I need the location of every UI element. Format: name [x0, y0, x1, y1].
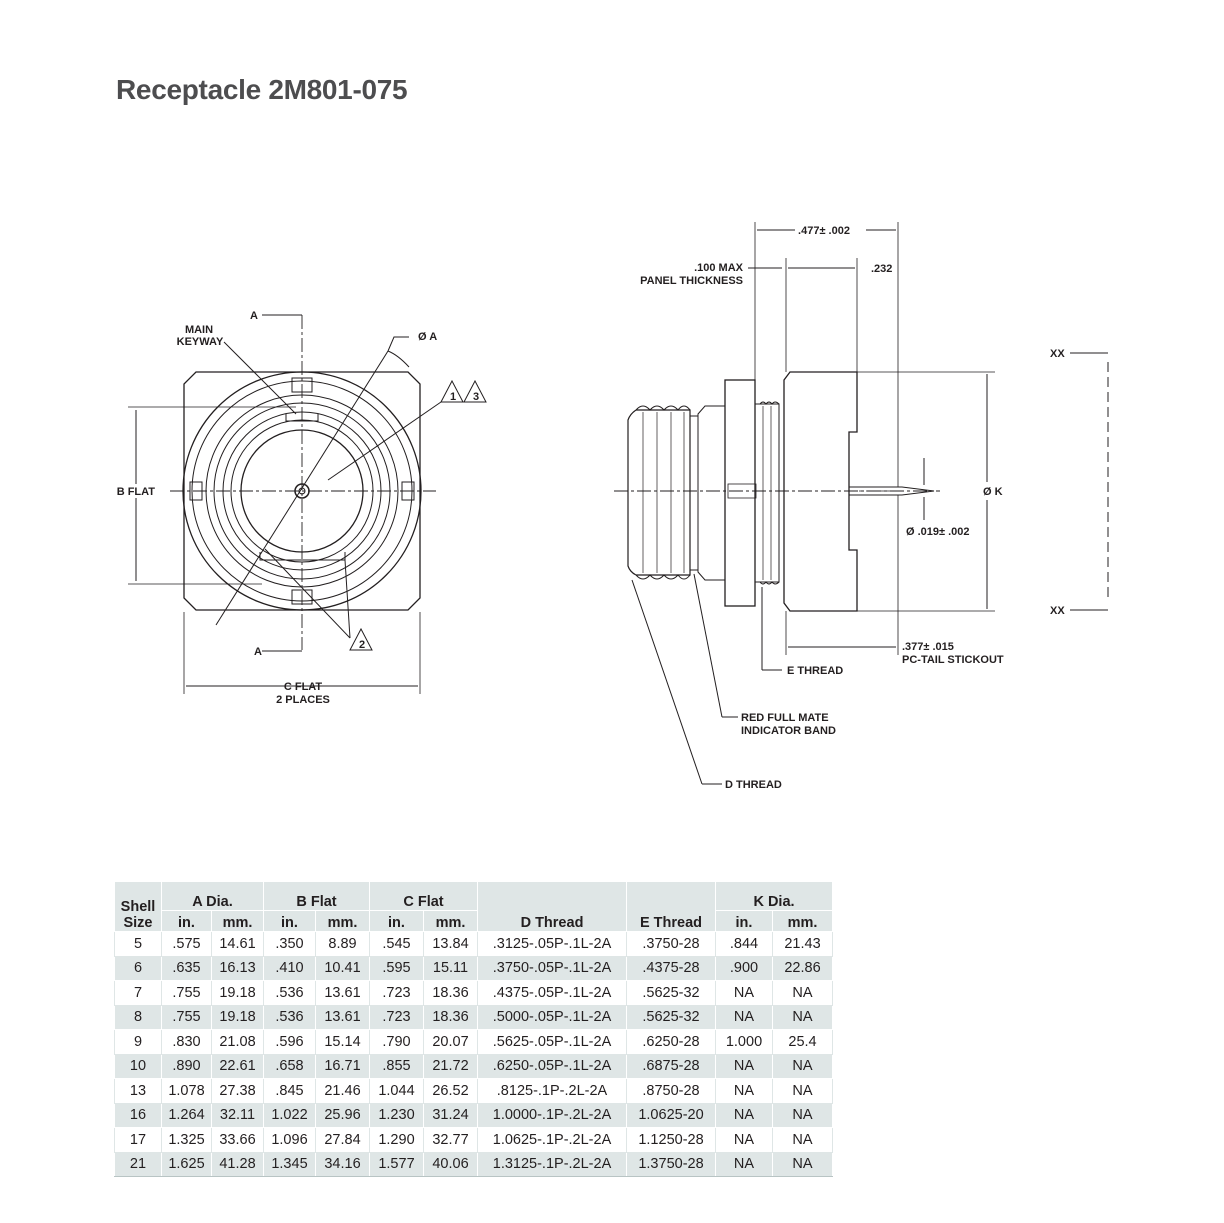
- table-row: [115, 1103, 833, 1128]
- header-unit-in: in.: [716, 911, 773, 932]
- table-cell: 1.230: [370, 1103, 424, 1128]
- table-cell: .755: [162, 1005, 212, 1030]
- table-cell: NA: [716, 1005, 773, 1030]
- band-label-1: RED FULL MATE: [741, 712, 829, 724]
- header-b-flat: B Flat: [264, 882, 370, 911]
- front-view: [128, 315, 441, 694]
- c-flat-label-2: 2 PLACES: [276, 694, 330, 706]
- d-thread-label: D THREAD: [725, 779, 782, 791]
- header-unit-mm: mm.: [773, 911, 833, 932]
- header-unit-mm: mm.: [212, 911, 264, 932]
- table-cell: NA: [773, 1005, 833, 1030]
- table-cell: 1.0625-20: [627, 1103, 716, 1128]
- table-cell: 21.43: [773, 932, 833, 957]
- table-cell: .723: [370, 1005, 424, 1030]
- note-2-label: 2: [358, 639, 366, 651]
- table-cell: .350: [264, 932, 316, 957]
- table-cell: NA: [716, 1054, 773, 1079]
- table-cell: 19.18: [212, 1005, 264, 1030]
- table-cell: .536: [264, 981, 316, 1006]
- table-cell: .3750-28: [627, 932, 716, 957]
- panel-thickness-label-2: PANEL THICKNESS: [640, 275, 743, 287]
- header-unit-in: in.: [264, 911, 316, 932]
- table-cell: 16.71: [316, 1054, 370, 1079]
- table-row: [115, 1079, 833, 1104]
- table-cell: NA: [773, 1152, 833, 1177]
- table-cell: .6875-28: [627, 1054, 716, 1079]
- table-cell: 1.022: [264, 1103, 316, 1128]
- table-cell: .536: [264, 1005, 316, 1030]
- table-cell: .5625-32: [627, 1005, 716, 1030]
- note-3-label: 3: [472, 391, 480, 403]
- table-cell: 34.16: [316, 1152, 370, 1177]
- table-cell: .3750-.05P-.1L-2A: [478, 956, 627, 981]
- header-unit-in: in.: [162, 911, 212, 932]
- table-row: [115, 1128, 833, 1153]
- table-cell: 1.3750-28: [627, 1152, 716, 1177]
- table-cell: 13.61: [316, 1005, 370, 1030]
- table-cell: 9: [115, 1030, 162, 1055]
- table-cell: 33.66: [212, 1128, 264, 1153]
- table-cell: 13.84: [424, 932, 478, 957]
- table-cell: 21: [115, 1152, 162, 1177]
- dimensions-table: [114, 881, 833, 1177]
- table-cell: 16.13: [212, 956, 264, 981]
- table-cell: .855: [370, 1054, 424, 1079]
- section-a-top-label: A: [250, 310, 258, 322]
- main-keyway-label-2: KEYWAY: [176, 336, 224, 348]
- header-a-dia: A Dia.: [162, 882, 264, 911]
- table-cell: 1.325: [162, 1128, 212, 1153]
- table-cell: 27.38: [212, 1079, 264, 1104]
- table-cell: .596: [264, 1030, 316, 1055]
- table-cell: 40.06: [424, 1152, 478, 1177]
- stickout-label-1: .377± .015: [902, 641, 954, 653]
- table-cell: 1.044: [370, 1079, 424, 1104]
- table-cell: 5: [115, 932, 162, 957]
- table-cell: NA: [773, 1054, 833, 1079]
- table-cell: 1.1250-28: [627, 1128, 716, 1153]
- table-cell: .8125-.1P-.2L-2A: [478, 1079, 627, 1104]
- table-cell: .8750-28: [627, 1079, 716, 1104]
- table-cell: 1.0625-.1P-.2L-2A: [478, 1128, 627, 1153]
- panel-thickness-label-1: .100 MAX: [694, 262, 743, 274]
- table-cell: 8: [115, 1005, 162, 1030]
- table-cell: .6250-.05P-.1L-2A: [478, 1054, 627, 1079]
- table-cell: 26.52: [424, 1079, 478, 1104]
- table-cell: .658: [264, 1054, 316, 1079]
- table-cell: 21.08: [212, 1030, 264, 1055]
- header-k-dia: K Dia.: [716, 882, 833, 911]
- note-1-label: 1: [449, 391, 457, 403]
- table-row: [115, 1152, 833, 1177]
- table-cell: 25.4: [773, 1030, 833, 1055]
- e-thread-label: E THREAD: [787, 665, 844, 677]
- table-cell: 25.96: [316, 1103, 370, 1128]
- header-unit-mm: mm.: [424, 911, 478, 932]
- table-cell: NA: [716, 1128, 773, 1153]
- table-cell: 1.577: [370, 1152, 424, 1177]
- table-cell: 15.14: [316, 1030, 370, 1055]
- table-cell: .790: [370, 1030, 424, 1055]
- table-cell: 1.078: [162, 1079, 212, 1104]
- table-cell: 22.86: [773, 956, 833, 981]
- table-cell: 14.61: [212, 932, 264, 957]
- table-cell: 1.290: [370, 1128, 424, 1153]
- table-row: [115, 1030, 833, 1055]
- table-cell: .410: [264, 956, 316, 981]
- table-cell: 13: [115, 1079, 162, 1104]
- band-label-2: INDICATOR BAND: [741, 725, 836, 737]
- stickout-label-2: PC-TAIL STICKOUT: [902, 654, 1004, 666]
- table-row: [115, 1054, 833, 1079]
- table-cell: 1.000: [716, 1030, 773, 1055]
- table-row: [115, 956, 833, 981]
- b-flat-label: B FLAT: [116, 486, 155, 498]
- table-cell: .755: [162, 981, 212, 1006]
- table-cell: 41.28: [212, 1152, 264, 1177]
- header-e-thread: E Thread: [627, 882, 716, 932]
- header-unit-in: in.: [370, 911, 424, 932]
- table-cell: .545: [370, 932, 424, 957]
- table-cell: 22.61: [212, 1054, 264, 1079]
- table-cell: 10.41: [316, 956, 370, 981]
- table-cell: 15.11: [424, 956, 478, 981]
- side-view: [614, 222, 1108, 784]
- table-cell: 27.84: [316, 1128, 370, 1153]
- table-cell: NA: [716, 981, 773, 1006]
- section-a-bottom-label: A: [254, 646, 262, 658]
- table-cell: 8.89: [316, 932, 370, 957]
- table-cell: 32.11: [212, 1103, 264, 1128]
- table-cell: NA: [773, 1128, 833, 1153]
- table-cell: NA: [773, 981, 833, 1006]
- header-c-flat: C Flat: [370, 882, 478, 911]
- table-cell: 16: [115, 1103, 162, 1128]
- table-cell: .5625-32: [627, 981, 716, 1006]
- table-row: [115, 981, 833, 1006]
- table-cell: 20.07: [424, 1030, 478, 1055]
- table-cell: .830: [162, 1030, 212, 1055]
- header-shell-line1: Shell: [120, 899, 156, 915]
- table-cell: 32.77: [424, 1128, 478, 1153]
- table-cell: .575: [162, 932, 212, 957]
- table-cell: 18.36: [424, 981, 478, 1006]
- table-cell: 21.46: [316, 1079, 370, 1104]
- table-cell: .635: [162, 956, 212, 981]
- table-cell: NA: [716, 1152, 773, 1177]
- pin-dia-label: Ø .019± .002: [906, 526, 970, 538]
- table-cell: 31.24: [424, 1103, 478, 1128]
- table-cell: .845: [264, 1079, 316, 1104]
- table-row: [115, 932, 833, 957]
- table-cell: 21.72: [424, 1054, 478, 1079]
- table-cell: .890: [162, 1054, 212, 1079]
- table-cell: NA: [716, 1103, 773, 1128]
- table-cell: NA: [773, 1103, 833, 1128]
- header-d-thread: D Thread: [478, 882, 627, 932]
- xx-top-label: XX: [1050, 348, 1065, 360]
- table-cell: 1.264: [162, 1103, 212, 1128]
- table-cell: .595: [370, 956, 424, 981]
- table-body: [115, 932, 833, 1177]
- dim-232-label: .232: [871, 263, 893, 275]
- dia-a-label: Ø A: [418, 331, 438, 343]
- dia-k-label: Ø K: [983, 486, 1003, 498]
- header-shell-size: [115, 882, 162, 932]
- table-cell: 10: [115, 1054, 162, 1079]
- table-cell: NA: [773, 1079, 833, 1104]
- table-cell: .844: [716, 932, 773, 957]
- table-cell: 6: [115, 956, 162, 981]
- table-cell: .3125-.05P-.1L-2A: [478, 932, 627, 957]
- table-cell: 1.345: [264, 1152, 316, 1177]
- xx-bottom-label: XX: [1050, 605, 1065, 617]
- table-cell: 13.61: [316, 981, 370, 1006]
- table-cell: .4375-28: [627, 956, 716, 981]
- page-title: Receptacle 2M801-075: [116, 74, 408, 105]
- table-cell: 7: [115, 981, 162, 1006]
- table-cell: .900: [716, 956, 773, 981]
- table-cell: 17: [115, 1128, 162, 1153]
- table-cell: .5000-.05P-.1L-2A: [478, 1005, 627, 1030]
- table-cell: NA: [716, 1079, 773, 1104]
- table-cell: 1.096: [264, 1128, 316, 1153]
- table-cell: 18.36: [424, 1005, 478, 1030]
- table-cell: .723: [370, 981, 424, 1006]
- header-unit-mm: mm.: [316, 911, 370, 932]
- table-cell: .5625-.05P-.1L-2A: [478, 1030, 627, 1055]
- table-cell: 1.625: [162, 1152, 212, 1177]
- table-cell: 1.3125-.1P-.2L-2A: [478, 1152, 627, 1177]
- table-cell: 19.18: [212, 981, 264, 1006]
- table-cell: .4375-.05P-.1L-2A: [478, 981, 627, 1006]
- overall-length-label: .477± .002: [798, 225, 850, 237]
- table-row: [115, 1005, 833, 1030]
- table-cell: .6250-28: [627, 1030, 716, 1055]
- main-keyway-label-1: MAIN: [184, 324, 214, 336]
- c-flat-label-1: C FLAT: [283, 681, 323, 693]
- header-shell-line2: Size: [123, 915, 153, 931]
- table-cell: 1.0000-.1P-.2L-2A: [478, 1103, 627, 1128]
